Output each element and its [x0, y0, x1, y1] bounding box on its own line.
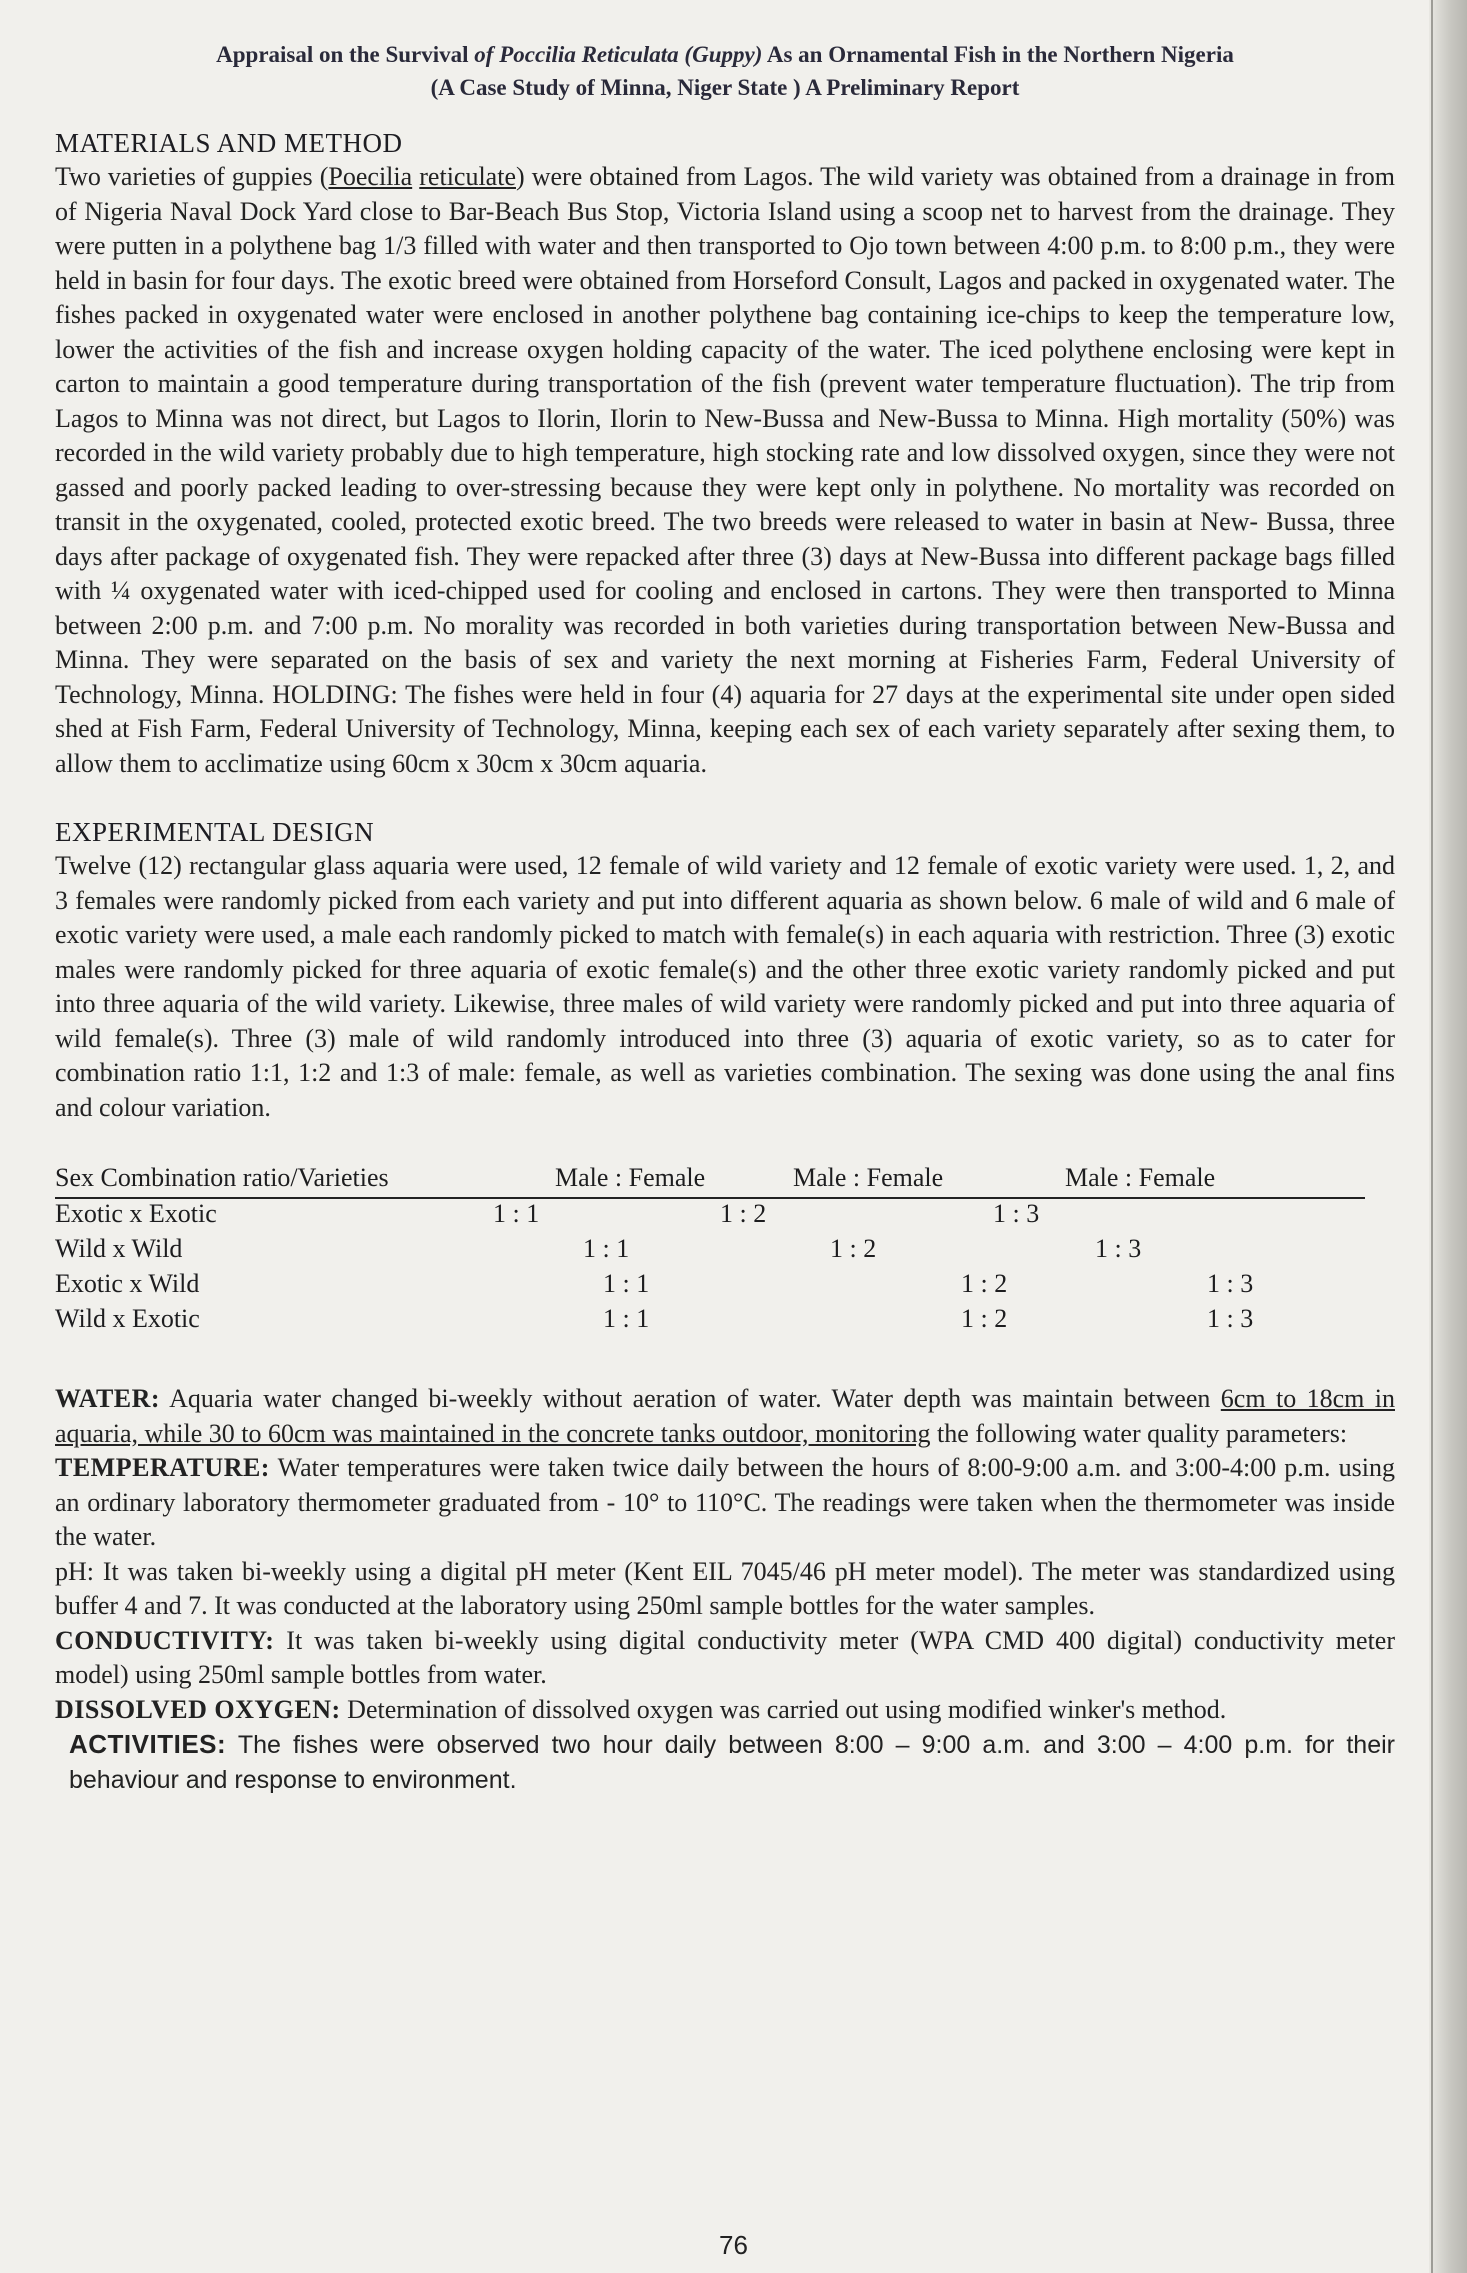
table-row [55, 1269, 1395, 1304]
species-name: reticulate [419, 162, 516, 191]
row-label: Wild x Wild [55, 1234, 183, 1263]
water-text-underlined: 6cm to 18cm in aquaria, while 30 to 60cm was maintained in the concrete tanks outdoor, monitoring [55, 1384, 1395, 1448]
row-ratio: 1 : 1 [493, 1199, 540, 1228]
design-paragraph: Twelve (12) rectangular glass aquaria were used, 12 female of wild variety and 12 female of exotic variety were used. 1, 2, and 3 females were randomly picked from each variety and put into different aquaria as shown below. 6 male of wild and 6 male of exotic variety were used, a male each randomly picked to match with female(s) in each aquaria with restriction. Three (3) exotic males were randomly picked for three aquaria of exotic female(s) and the other three exotic variety randomly picked and put into three aquaria of the wild variety. Likewise, three males of wild variety were randomly picked and put into three aquaria of wild female(s). Three (3) male of wild randomly introduced into three (3) aquaria of exotic variety, so as to cater for combination ratio 1:1, 1:2 and 1:3 of male: female, as well as varieties combination. The sexing was done using the anal fins and colour variation. [55, 851, 1395, 1122]
row-label: Wild x Exotic [55, 1304, 200, 1333]
conductivity-section [55, 1624, 1395, 1693]
conductivity-text: It was taken bi-weekly using digital conductivity meter (WPA CMD 400 digital) conductivity meter model) using 250ml sample bottles from water. [55, 1625, 1395, 1689]
row-ratio: 1 : 2 [830, 1234, 877, 1263]
row-ratio: 1 : 3 [993, 1199, 1040, 1228]
water-section [55, 1382, 1395, 1451]
page-edge-line [1431, 0, 1433, 2273]
table-header [55, 1159, 1365, 1199]
species-genus: Poecilia [328, 162, 413, 191]
table-row [55, 1304, 1395, 1339]
row-ratio: 1 : 3 [1095, 1234, 1142, 1263]
activities-label: ACTIVITIES: [69, 1729, 227, 1759]
dissolved-oxygen-section [55, 1693, 1395, 1728]
activities-section [55, 1727, 1395, 1797]
row-ratio: 1 : 3 [1207, 1269, 1254, 1298]
water-text-a: Aquaria water changed bi-weekly without aeration of water. Water depth was maintain between [160, 1384, 1221, 1413]
activities-text: The fishes were observed two hour daily between 8:00 – 9:00 a.m. and 3:00 – 4:00 p.m. for their behaviour and response to environment. [69, 1731, 1395, 1794]
materials-paragraph [55, 160, 1395, 781]
row-ratio: 1 : 1 [583, 1234, 630, 1263]
header-col-3: Male : Female [1065, 1163, 1216, 1192]
conductivity-label: CONDUCTIVITY: [55, 1625, 275, 1655]
title-line-2: (A Case Study of Minna, Niger State ) A Preliminary Report [430, 75, 1020, 100]
temperature-section [55, 1451, 1395, 1555]
page-number: 76 [719, 2230, 748, 2260]
title-line-1 [55, 38, 1395, 71]
water-text-b: the following water quality parameters: [930, 1418, 1348, 1448]
materials-text-a: Two varieties of guppies ( [55, 162, 329, 191]
row-ratio: 1 : 2 [961, 1269, 1008, 1298]
ph-section [55, 1555, 1395, 1624]
sex-combination-table [55, 1159, 1395, 1344]
title-part-c: As an Ornamental Fish in the Northern Nigeria [766, 42, 1234, 67]
row-ratio: 1 : 2 [961, 1304, 1008, 1333]
header-col-1: Male : Female [555, 1163, 706, 1192]
row-label: Exotic x Wild [55, 1269, 200, 1298]
row-ratio: 1 : 1 [603, 1269, 650, 1298]
temperature-text: Water temperatures were taken twice daily between the hours of 8:00-9:00 a.m. and 3:00-4:00 p.m. using an ordinary laboratory thermometer graduated from - 10° to 110°C. The readings were taken when the thermometer was inside the water. [55, 1453, 1395, 1551]
temperature-label: TEMPERATURE: [55, 1453, 270, 1482]
row-ratio: 1 : 3 [1207, 1304, 1254, 1333]
page-edge-shadow [1429, 0, 1467, 2273]
paper-title [55, 38, 1395, 104]
table-row [55, 1234, 1395, 1269]
dissolved-oxygen-text: Determination of dissolved oxygen was carried out using modified winker's method. [340, 1694, 1227, 1724]
water-label: WATER: [55, 1384, 161, 1413]
materials-heading: MATERIALS AND METHOD [55, 128, 403, 158]
row-label: Exotic x Exotic [55, 1199, 217, 1228]
row-ratio: 1 : 1 [603, 1304, 650, 1333]
table-row [55, 1199, 1395, 1234]
header-col-2: Male : Female [793, 1163, 944, 1192]
title-part-b: of Poccilia Reticulata (Guppy) [474, 42, 763, 67]
row-ratio: 1 : 2 [720, 1199, 767, 1228]
title-part-a: Appraisal on the Survival [216, 42, 469, 67]
document-page [55, 38, 1395, 1797]
dissolved-oxygen-label: DISSOLVED OXYGEN: [55, 1694, 341, 1724]
materials-text-b: ) were obtained from Lagos. The wild variety was obtained from a drainage in from of Nigeria Naval Dock Yard close to Bar-Beach Bus Stop, Victoria Island using a scoop net to harvest from the drainage. They were putten in a polythene bag 1/3 filled with water and then transported to Ojo town between 4:00 p.m. to 8:00 p.m., they were held in basin for four days. The exotic breed were obtained from Horseford Consult, Lagos and packed in oxygenated water. The fishes packed in oxygenated water were enclosed in another polythene bag containing ice-chips to keep the temperature low, lower the activities of the fish and increase oxygen holding capacity of the water. The iced polythene enclosing were kept in carton to maintain a good temperature during transportation of the fish (prevent water temperature fluctuation). The trip from Lagos to Minna was not direct, but Lagos to Ilorin, Ilorin to New-Bussa and New-Bussa to Minna. High mortality (50%) was recorded in the wild variety probably due to high temperature, high stocking rate and low dissolved oxygen, since they were not gassed and poorly packed leading to over-stressing because they were kept only in polythene. No mortality was recorded on transit in the oxygenated, cooled, protected exotic breed. The two breeds were released to water in basin at New- Bussa, three days after package of oxygenated fish. They were repacked after three (3) days at New-Bussa into different package bags filled with ¼ oxygenated water with iced-chipped used for cooling and enclosed in cartons. They were then transported to Minna between 2:00 p.m. and 7:00 p.m. No morality was recorded in both varieties during transportation between New-Bussa and Minna. They were separated on the basis of sex and variety the next morning at Fisheries Farm, Federal University of Technology, Minna. HOLDING: The fishes were held in four (4) aquaria for 27 days at the experimental site under open sided shed at Fish Farm, Federal University of Technology, Minna, keeping each sex of each variety separately after sexing them, to allow them to acclimatize using 60cm x 30cm x 30cm aquaria. [55, 162, 1396, 778]
header-col-label: Sex Combination ratio/Varieties [55, 1163, 389, 1192]
ph-text: It was taken bi-weekly using a digital pH meter (Kent EIL 7045/46 pH meter model). The meter was standardized using buffer 4 and 7. It was conducted at the laboratory using 250ml sample bottles for the water samples. [55, 1556, 1395, 1620]
design-heading: EXPERIMENTAL DESIGN [55, 817, 375, 847]
ph-label: pH: [55, 1556, 94, 1586]
